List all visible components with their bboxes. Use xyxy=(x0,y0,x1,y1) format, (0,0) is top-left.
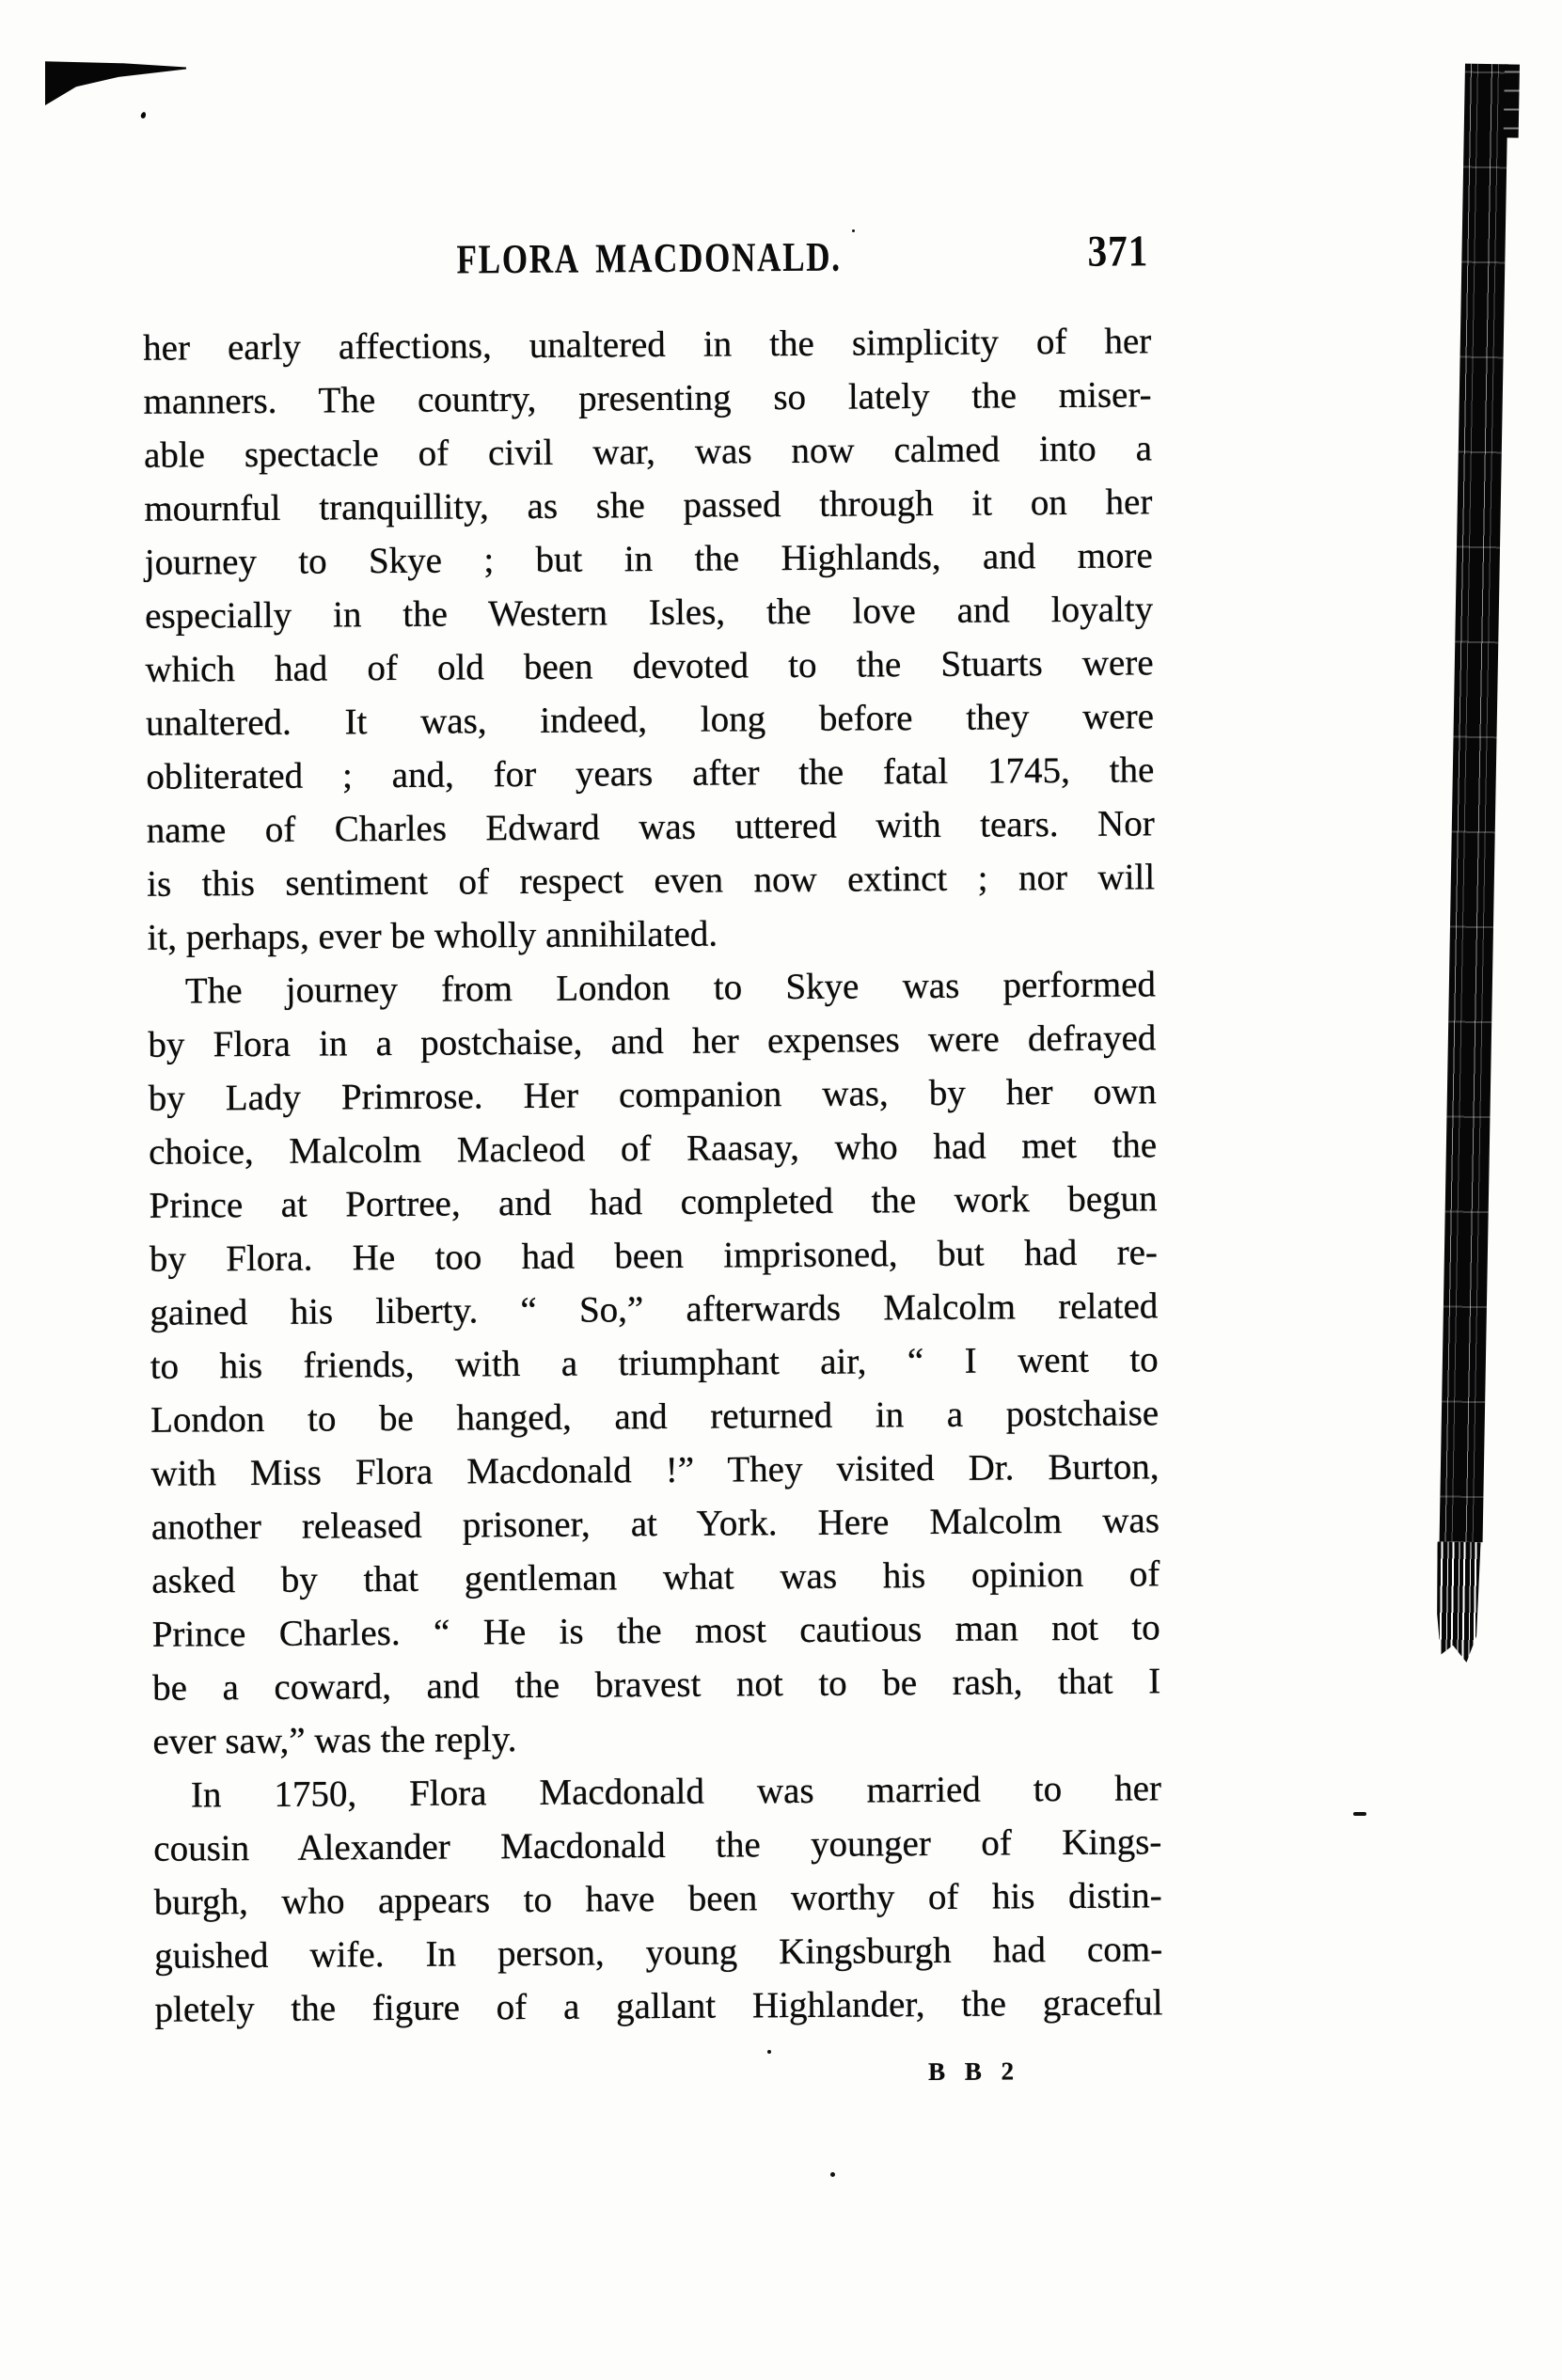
text-line: ever saw,” was the reply. xyxy=(152,1719,517,1762)
text-line: London to be hanged, and returned in a postchaise xyxy=(150,1393,1160,1441)
text-line: asked by that gentleman what was his opinion of xyxy=(151,1553,1160,1601)
text-line: pletely the figure of a gallant Highlander, the graceful xyxy=(154,1982,1163,2030)
text-line: mournful tranquillity, as she passed through it on her xyxy=(144,481,1153,529)
text-line: to his friends, with a triumphant air, “ I went to xyxy=(150,1339,1159,1387)
text-line: which had of old been devoted to the Stuarts were xyxy=(145,642,1154,690)
text-line: burgh, who appears to have been worthy of his distin- xyxy=(153,1875,1162,1923)
printer-signature-mark: B B 2 xyxy=(927,2057,1016,2087)
text-line: Prince at Portree, and had completed the work begun xyxy=(149,1178,1158,1226)
text-line: another released prisoner, at York. Here Malcolm was xyxy=(150,1500,1160,1548)
text-line: cousin Alexander Macdonald the younger of Kings- xyxy=(153,1821,1162,1869)
text-line: The journey from London to Skye was performed xyxy=(184,964,1157,1012)
text-line: In 1750, Flora Macdonald was married to her xyxy=(190,1768,1162,1816)
text-line: manners. The country, presenting so lately the miser- xyxy=(143,374,1152,422)
text-line: journey to Skye ; but in the Highlands, and more xyxy=(144,535,1153,583)
text-line: be a coward, and the bravest not to be rash, that I xyxy=(151,1661,1161,1709)
text-line: it, perhaps, ever be wholly annihilated. xyxy=(147,913,718,958)
text-line: by Flora. He too had been imprisoned, but had re- xyxy=(149,1232,1159,1280)
text-line: unaltered. It was, indeed, long before they were xyxy=(145,696,1155,744)
text-line: choice, Malcolm Macleod of Raasay, who had met the xyxy=(149,1125,1158,1173)
text-line: her early affections, unaltered in the simplicity of her xyxy=(143,321,1152,369)
text-line: name of Charles Edward was uttered with tears. Nor xyxy=(146,803,1155,851)
running-header-title: FLORA MACDONALD. xyxy=(456,233,842,283)
text-line: gained his liberty. “ So,” afterwards Malcolm related xyxy=(150,1285,1159,1333)
text-line: by Flora in a postchaise, and her expenses were defrayed xyxy=(148,1017,1157,1065)
text-line: is this sentiment of respect even now extinct ; nor will xyxy=(147,857,1156,905)
page-number: 371 xyxy=(1087,227,1149,276)
text-line: by Lady Primrose. Her companion was, by her own xyxy=(148,1071,1157,1119)
text-line: obliterated ; and, for years after the fatal 1745, the xyxy=(146,749,1155,797)
page-body xyxy=(143,314,1163,2036)
text-line: with Miss Flora Macdonald !” They visited Dr. Burton, xyxy=(150,1446,1160,1494)
text-line: guished wife. In person, young Kingsburgh had com- xyxy=(153,1929,1163,1977)
text-line: Prince Charles. “ He is the most cautious man not to xyxy=(151,1607,1160,1655)
text-line: able spectacle of civil war, was now calmed into a xyxy=(143,428,1153,476)
text-line: especially in the Western Isles, the love and loyalty xyxy=(145,589,1154,637)
